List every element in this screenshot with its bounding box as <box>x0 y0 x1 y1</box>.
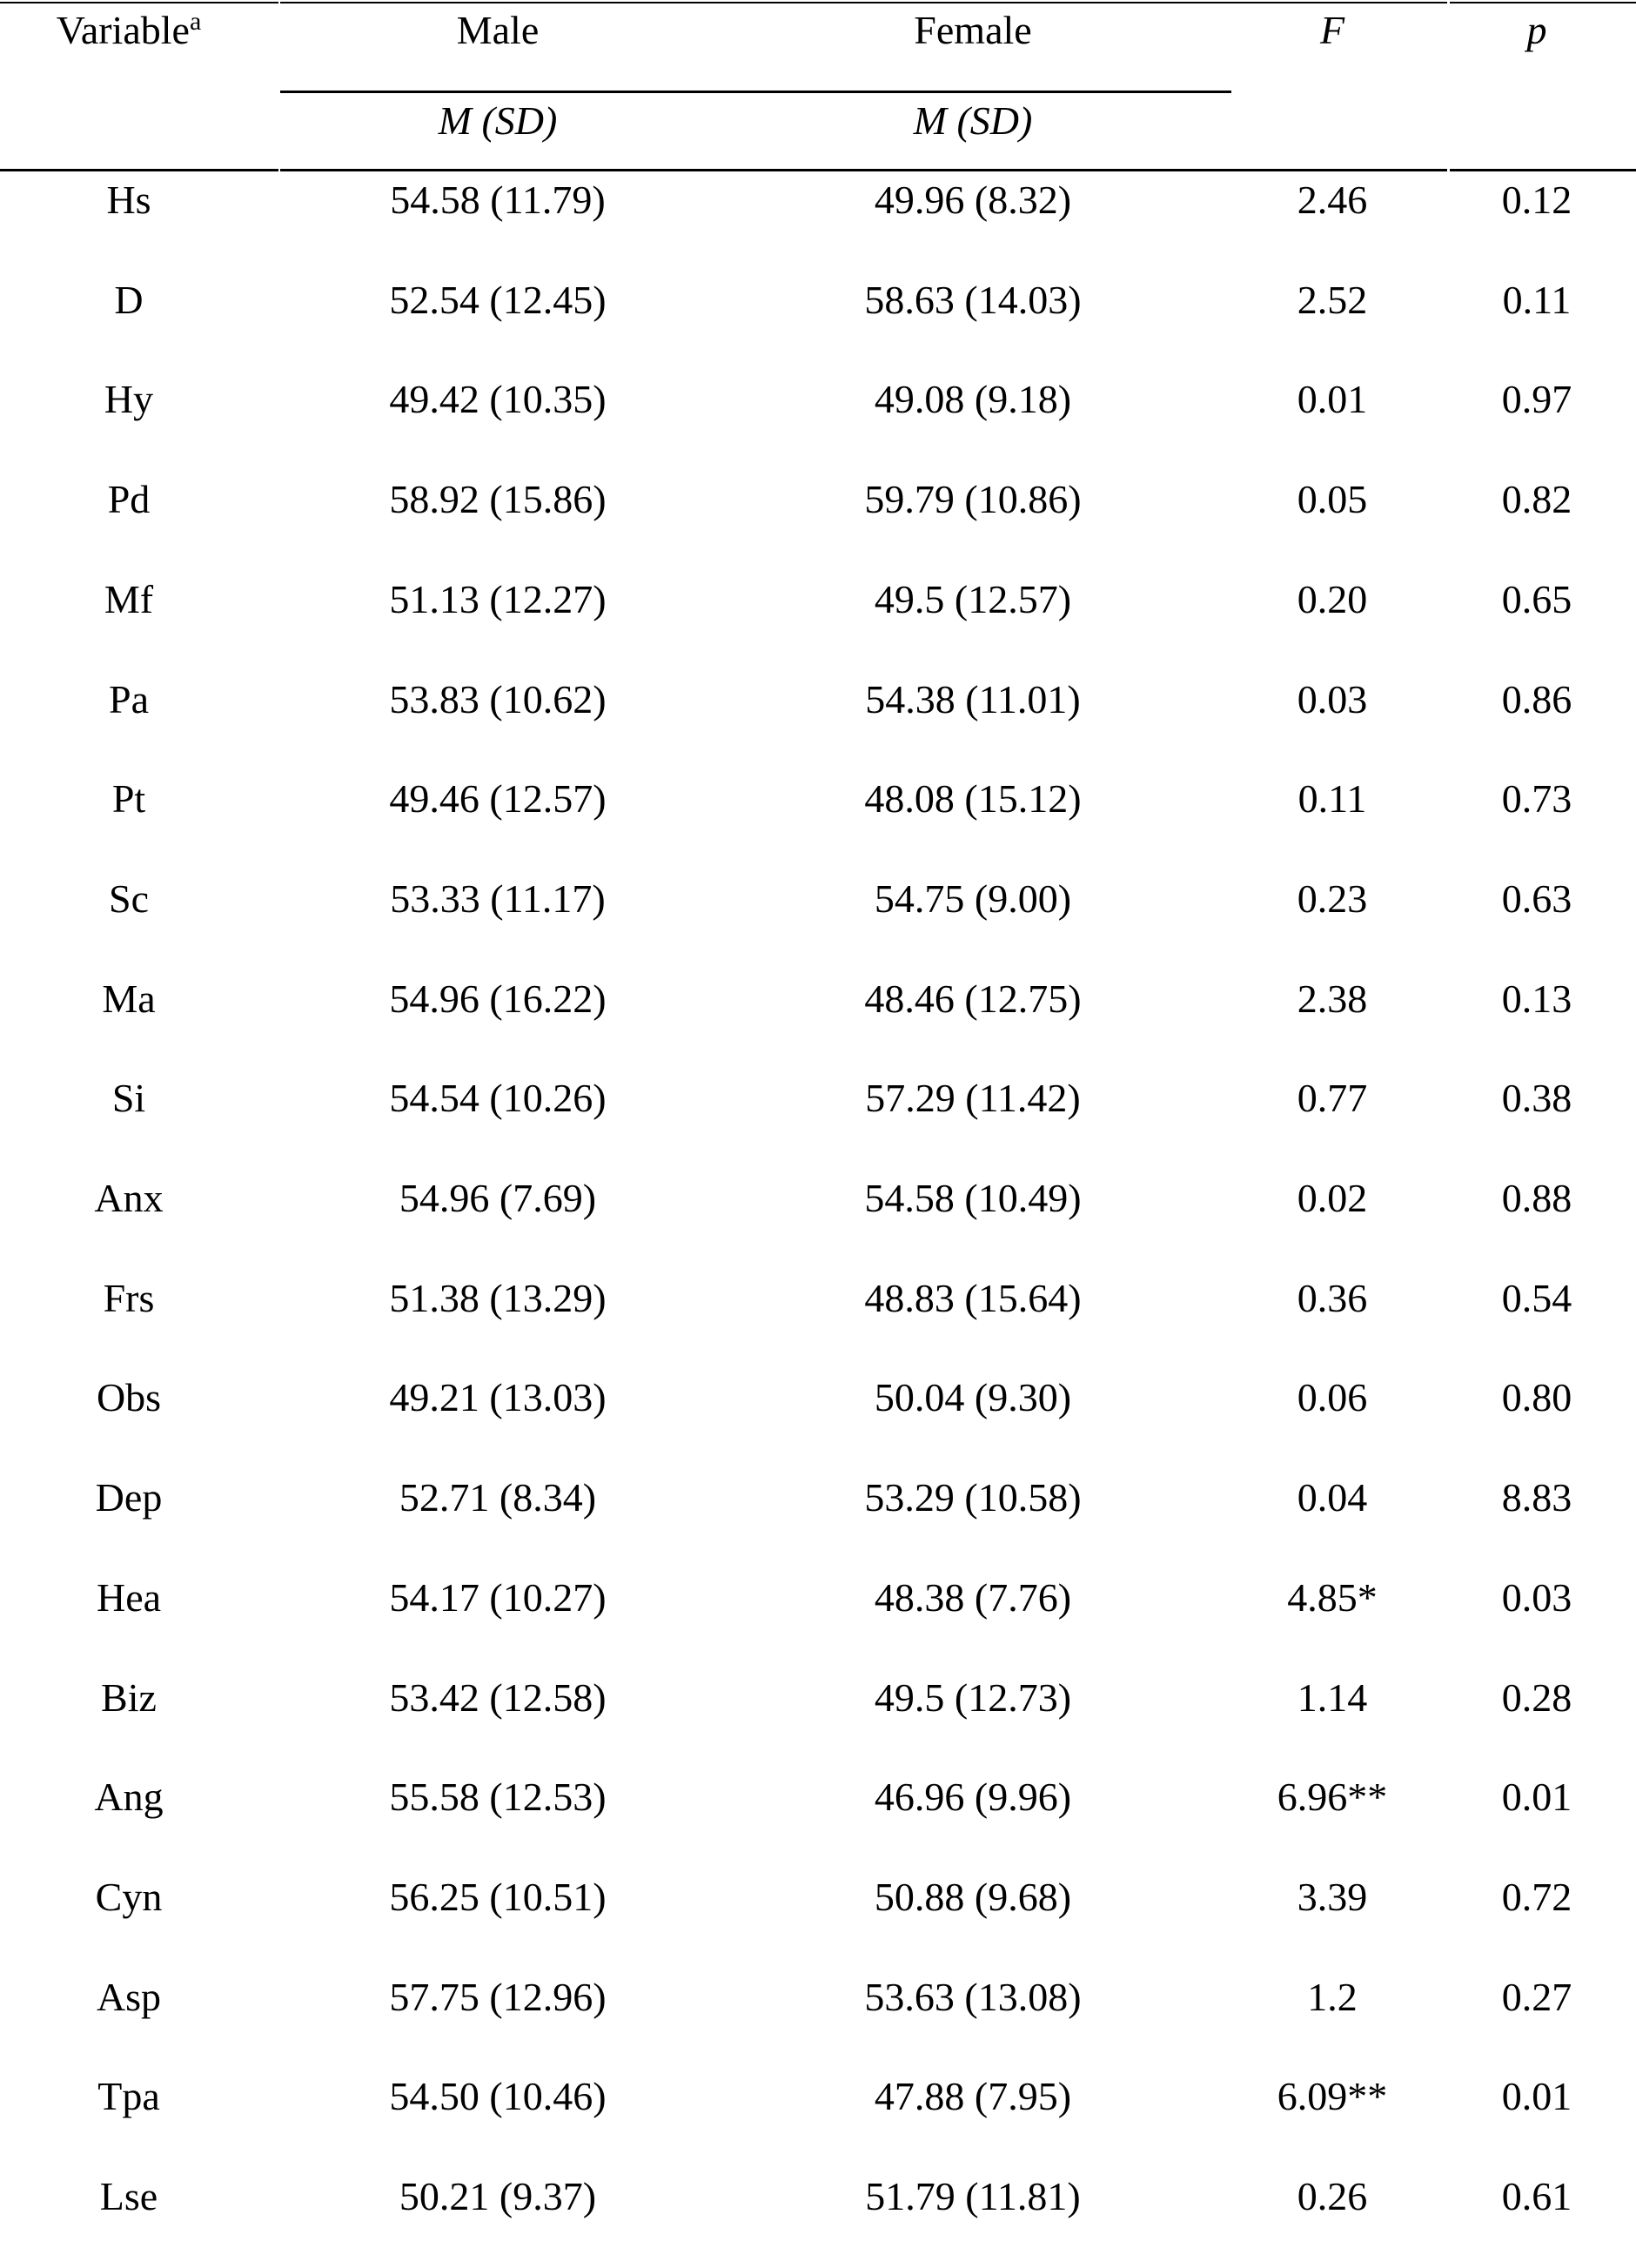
cell-variable: Si <box>111 1076 146 1121</box>
table-row <box>0 2074 1636 2119</box>
cell-variable: Obs <box>96 1375 162 1420</box>
cell-female-mean-sd: 49.08 (9.18) <box>874 377 1072 422</box>
column-header-female: Female <box>914 8 1032 52</box>
cell-variable: Hy <box>104 377 154 422</box>
table-row <box>0 976 1636 1021</box>
cell-f-value: 2.52 <box>1297 277 1368 322</box>
cell-variable: Pd <box>107 477 151 522</box>
cell-f-value: 6.09** <box>1277 2074 1388 2119</box>
cell-male-mean-sd: 52.71 (8.34) <box>399 1475 597 1520</box>
cell-p-value: 0.97 <box>1501 377 1572 422</box>
cell-p-value: 0.01 <box>1501 2074 1572 2119</box>
table-row <box>0 2174 1636 2218</box>
cell-male-mean-sd: 52.54 (12.45) <box>389 277 607 322</box>
cell-male-mean-sd: 53.33 (11.17) <box>390 876 606 921</box>
cell-p-value: 0.54 <box>1501 1275 1572 1320</box>
table-row <box>0 1275 1636 1320</box>
cell-female-mean-sd: 59.79 (10.86) <box>864 477 1082 522</box>
cell-male-mean-sd: 58.92 (15.86) <box>389 477 607 522</box>
cell-f-value: 4.85* <box>1287 1574 1378 1620</box>
cell-male-mean-sd: 54.58 (11.79) <box>390 178 606 222</box>
table-row <box>0 277 1636 322</box>
cell-male-mean-sd: 53.83 (10.62) <box>389 676 607 721</box>
column-header-p: p <box>1526 8 1547 52</box>
cell-variable: Asp <box>96 1974 162 2019</box>
cell-male-mean-sd: 57.75 (12.96) <box>389 1974 607 2019</box>
cell-female-mean-sd: 48.38 (7.76) <box>874 1574 1072 1620</box>
cell-p-value: 0.13 <box>1501 976 1572 1021</box>
cell-female-mean-sd: 49.5 (12.73) <box>874 1674 1072 1720</box>
cell-p-value: 0.03 <box>1501 1574 1572 1620</box>
cell-p-value: 0.82 <box>1501 477 1572 522</box>
table-row <box>0 477 1636 522</box>
cell-f-value: 0.06 <box>1297 1375 1368 1420</box>
cell-f-value: 1.14 <box>1297 1674 1368 1720</box>
cell-p-value: 0.11 <box>1502 277 1572 322</box>
table-row <box>0 576 1636 621</box>
cell-variable: Ma <box>102 976 156 1021</box>
cell-p-value: 0.12 <box>1501 178 1572 222</box>
cell-female-mean-sd: 54.75 (9.00) <box>874 876 1072 921</box>
cell-p-value: 0.28 <box>1501 1674 1572 1720</box>
cell-variable: Ang <box>94 1775 164 1820</box>
cell-variable: Hea <box>96 1574 162 1620</box>
header-bottom-rule <box>0 169 278 171</box>
cell-variable: Tpa <box>97 2074 160 2119</box>
top-rule <box>1450 2 1636 3</box>
table-row <box>0 876 1636 921</box>
cell-f-value: 2.46 <box>1297 178 1368 222</box>
group-subheader-rule <box>280 91 1231 93</box>
cell-variable: Pa <box>109 676 149 721</box>
cell-female-mean-sd: 50.04 (9.30) <box>874 1375 1072 1420</box>
cell-male-mean-sd: 51.38 (13.29) <box>389 1275 607 1320</box>
table-row <box>0 180 1636 220</box>
cell-p-value: 0.86 <box>1501 676 1572 721</box>
cell-male-mean-sd: 54.50 (10.46) <box>389 2074 607 2119</box>
cell-f-value: 0.01 <box>1297 377 1368 422</box>
table-row <box>0 1974 1636 2019</box>
cell-p-value: 0.27 <box>1501 1974 1572 2019</box>
footnote-marker: a <box>189 7 202 36</box>
cell-male-mean-sd: 50.21 (9.37) <box>399 2174 597 2218</box>
cell-male-mean-sd: 55.58 (12.53) <box>389 1775 607 1820</box>
cell-variable: Sc <box>109 876 149 921</box>
cell-f-value: 0.11 <box>1297 776 1367 822</box>
cell-f-value: 3.39 <box>1297 1874 1368 1919</box>
cell-f-value: 0.26 <box>1297 2174 1368 2218</box>
table-row <box>0 1874 1636 1919</box>
cell-female-mean-sd: 54.58 (10.49) <box>864 1176 1082 1220</box>
cell-p-value: 0.38 <box>1501 1076 1572 1121</box>
cell-variable: Pt <box>111 776 146 822</box>
cell-male-mean-sd: 54.96 (16.22) <box>389 976 607 1021</box>
cell-f-value: 0.77 <box>1297 1076 1368 1121</box>
cell-female-mean-sd: 47.88 (7.95) <box>874 2074 1072 2119</box>
cell-p-value: 0.80 <box>1501 1375 1572 1420</box>
cell-f-value: 1.2 <box>1307 1974 1358 2019</box>
table-row <box>0 377 1636 422</box>
cell-male-mean-sd: 51.13 (12.27) <box>389 576 607 621</box>
cell-variable: Mf <box>104 576 154 621</box>
column-header-male: Male <box>456 8 540 52</box>
cell-f-value: 2.38 <box>1297 976 1368 1021</box>
cell-female-mean-sd: 49.5 (12.57) <box>874 576 1072 621</box>
header-bottom-rule <box>1450 169 1636 171</box>
cell-male-mean-sd: 54.17 (10.27) <box>389 1574 607 1620</box>
cell-f-value: 0.03 <box>1297 676 1368 721</box>
cell-p-value: 0.01 <box>1501 1775 1572 1820</box>
cell-variable: Cyn <box>95 1874 163 1919</box>
cell-female-mean-sd: 49.96 (8.32) <box>874 178 1072 222</box>
table-row <box>0 1574 1636 1620</box>
table-row <box>0 1178 1636 1218</box>
cell-f-value: 0.04 <box>1297 1475 1368 1520</box>
cell-f-value: 0.02 <box>1297 1176 1368 1220</box>
cell-female-mean-sd: 53.63 (13.08) <box>864 1974 1082 2019</box>
table-row <box>0 1076 1636 1121</box>
table-row <box>0 1475 1636 1520</box>
top-rule <box>280 2 1447 3</box>
cell-f-value: 0.05 <box>1297 477 1368 522</box>
table-row <box>0 1674 1636 1720</box>
cell-female-mean-sd: 54.38 (11.01) <box>865 676 1081 721</box>
column-header-f: F <box>1319 8 1345 52</box>
cell-male-mean-sd: 49.46 (12.57) <box>389 776 607 822</box>
cell-p-value: 0.72 <box>1501 1874 1572 1919</box>
cell-male-mean-sd: 49.21 (13.03) <box>389 1375 607 1420</box>
cell-f-value: 0.20 <box>1297 576 1368 621</box>
cell-variable: Frs <box>103 1275 155 1320</box>
cell-female-mean-sd: 57.29 (11.42) <box>865 1076 1081 1121</box>
cell-variable: Anx <box>94 1176 164 1220</box>
table-row <box>0 1775 1636 1820</box>
top-rule <box>0 2 278 3</box>
table-row <box>0 1375 1636 1420</box>
cell-f-value: 0.23 <box>1297 876 1368 921</box>
cell-p-value: 0.61 <box>1501 2174 1572 2218</box>
column-header-variable <box>56 7 202 52</box>
header-bottom-rule <box>280 169 1447 171</box>
subheader-male-msd: M (SD) <box>438 98 558 143</box>
cell-male-mean-sd: 49.42 (10.35) <box>389 377 607 422</box>
cell-variable: Biz <box>101 1674 157 1720</box>
table-row <box>0 776 1636 822</box>
cell-variable: Dep <box>95 1475 163 1520</box>
table-row <box>0 676 1636 721</box>
cell-female-mean-sd: 48.08 (15.12) <box>864 776 1082 822</box>
cell-male-mean-sd: 56.25 (10.51) <box>389 1874 607 1919</box>
cell-p-value: 0.63 <box>1501 876 1572 921</box>
cell-female-mean-sd: 58.63 (14.03) <box>864 277 1082 322</box>
cell-p-value: 8.83 <box>1501 1475 1572 1520</box>
cell-variable: Hs <box>106 178 151 222</box>
cell-female-mean-sd: 53.29 (10.58) <box>864 1475 1082 1520</box>
subheader-female-msd: M (SD) <box>913 98 1033 143</box>
cell-female-mean-sd: 48.46 (12.75) <box>864 976 1082 1021</box>
cell-male-mean-sd: 54.54 (10.26) <box>389 1076 607 1121</box>
cell-f-value: 0.36 <box>1297 1275 1368 1320</box>
cell-f-value: 6.96** <box>1277 1775 1388 1820</box>
cell-male-mean-sd: 53.42 (12.58) <box>389 1674 607 1720</box>
cell-p-value: 0.65 <box>1501 576 1572 621</box>
column-header-variable-label: Variable <box>56 8 190 52</box>
cell-female-mean-sd: 51.79 (11.81) <box>865 2174 1081 2218</box>
cell-female-mean-sd: 50.88 (9.68) <box>874 1874 1072 1919</box>
cell-p-value: 0.88 <box>1501 1176 1572 1220</box>
cell-variable: Lse <box>99 2174 158 2218</box>
cell-variable: D <box>114 277 144 322</box>
cell-female-mean-sd: 48.83 (15.64) <box>864 1275 1082 1320</box>
cell-male-mean-sd: 54.96 (7.69) <box>399 1176 597 1220</box>
cell-p-value: 0.73 <box>1501 776 1572 822</box>
cell-female-mean-sd: 46.96 (9.96) <box>874 1775 1072 1820</box>
